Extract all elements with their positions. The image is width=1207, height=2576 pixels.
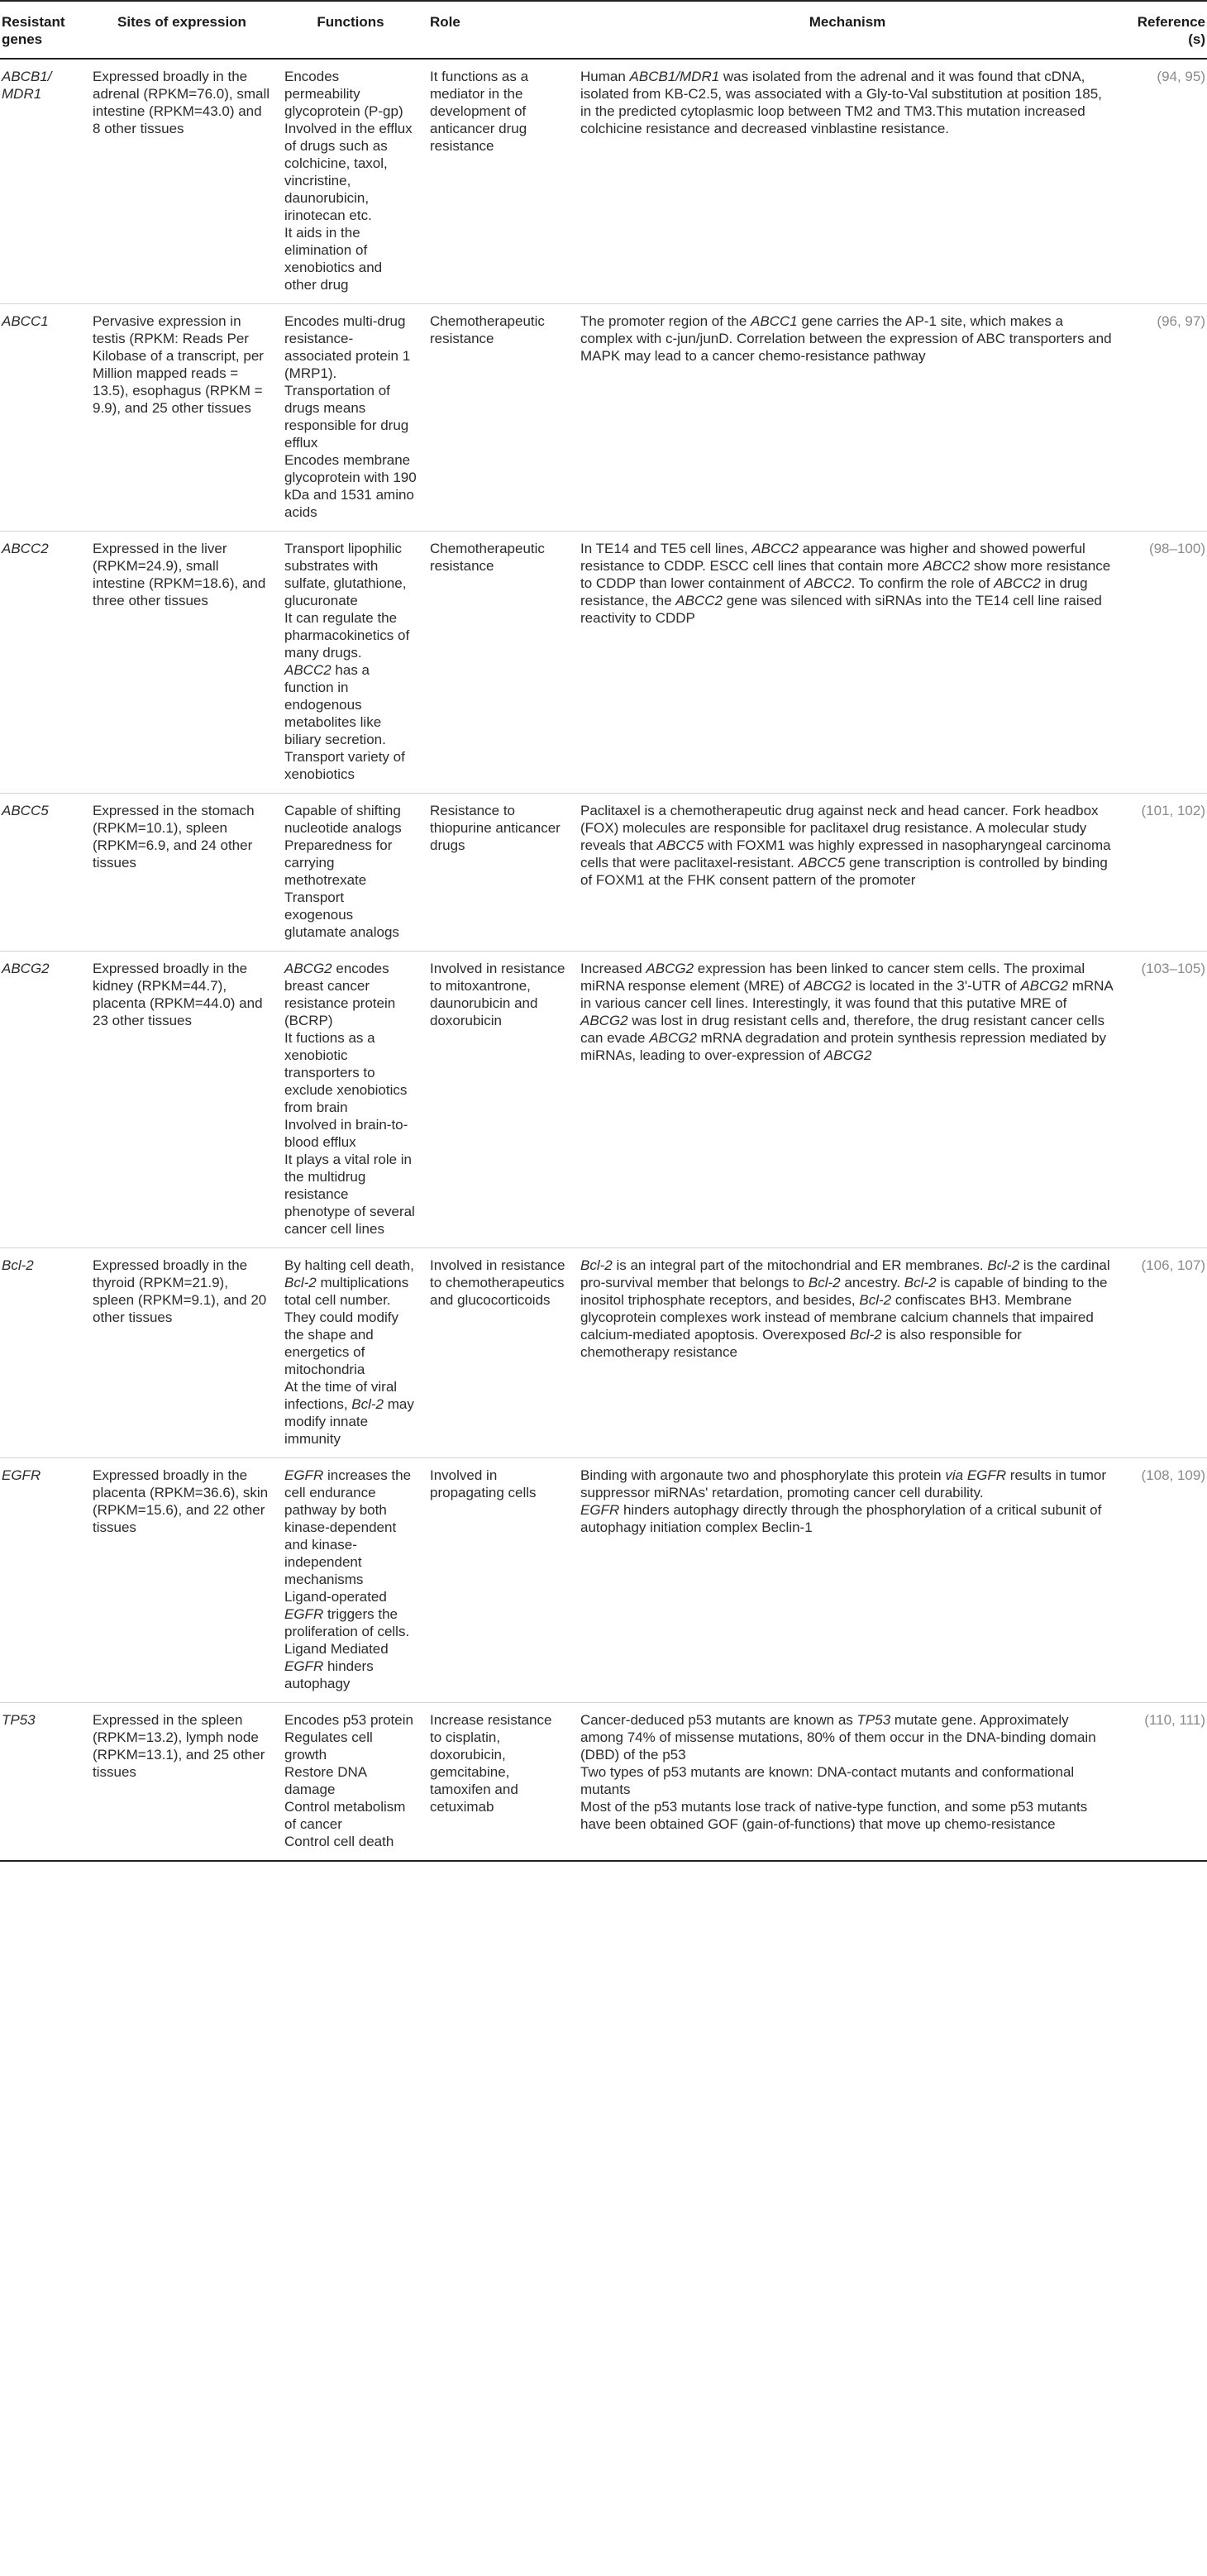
function-line: It can regulate the pharmacokinetics of many drugs. — [284, 610, 410, 661]
table-row — [0, 952, 1207, 1248]
sites-cell: Expressed broadly in the thyroid (RPKM=21.9), spleen (RPKM=9.1), and 20 other tissues — [86, 1248, 278, 1458]
gene-cell: ABCC5 — [0, 794, 86, 952]
mechanism-cell — [574, 304, 1121, 532]
header-mechanism: Mechanism — [574, 1, 1121, 59]
function-line: Transportation of drugs means responsible for drug efflux — [284, 383, 409, 451]
reference-cell: (96, 97) — [1121, 304, 1207, 532]
table-row — [0, 1458, 1207, 1703]
mechanism-line: Human ABCB1/MDR1 was isolated from the adrenal and it was found that cDNA, isolated from KB-C2.5, was associated with a Gly-to-Val substitution at position 185, in the predicted cytoplasmic loop between TM2 and TM3.This mutation increased colchicine resistance and decreased vinblastine resistance. — [580, 69, 1102, 136]
function-line: Encodes permeability glycoprotein (P-gp) — [284, 69, 403, 119]
function-line: Encodes membrane glycoprotein with 190 kDa and 1531 amino acids — [284, 452, 417, 520]
function-line: They could modify the shape and energetics of mitochondria — [284, 1309, 398, 1377]
reference-cell: (106, 107) — [1121, 1248, 1207, 1458]
role-cell: Involved in resistance to mitoxantrone, daunorubicin and doxorubicin — [423, 952, 574, 1248]
reference-cell: (103–105) — [1121, 952, 1207, 1248]
reference-cell: (94, 95) — [1121, 59, 1207, 304]
function-line: It fuctions as a xenobiotic transporters to exclude xenobiotics from brain — [284, 1030, 408, 1115]
function-line: At the time of viral infections, Bcl-2 may modify innate immunity — [284, 1379, 414, 1447]
role-cell: Chemotherapeutic resistance — [423, 532, 574, 794]
mechanism-cell — [574, 1703, 1121, 1862]
role-cell: Increase resistance to cisplatin, doxorubicin, gemcitabine, tamoxifen and cetuximab — [423, 1703, 574, 1862]
gene-cell: ABCC1 — [0, 304, 86, 532]
functions-cell — [278, 1248, 423, 1458]
function-line: It aids in the elimination of xenobiotics and other drug — [284, 225, 383, 293]
function-line: Involved in the efflux of drugs such as colchicine, taxol, vincristine, daunorubicin, irinotecan etc. — [284, 121, 413, 223]
function-line: Ligand-operated EGFR triggers the proliferation of cells. — [284, 1589, 410, 1639]
reference-cell: (110, 111) — [1121, 1703, 1207, 1862]
role-cell: It functions as a mediator in the development of anticancer drug resistance — [423, 59, 574, 304]
header-row — [0, 1, 1207, 59]
sites-cell: Expressed in the liver (RPKM=24.9), small intestine (RPKM=18.6), and three other tissues — [86, 532, 278, 794]
functions-cell — [278, 532, 423, 794]
role-cell: Involved in resistance to chemotherapeutics and glucocorticoids — [423, 1248, 574, 1458]
function-line: Ligand Mediated EGFR hinders autophagy — [284, 1641, 389, 1691]
sites-cell: Expressed in the stomach (RPKM=10.1), spleen (RPKM=6.9, and 24 other tissues — [86, 794, 278, 952]
reference-cell: (101, 102) — [1121, 794, 1207, 952]
role-cell: Chemotherapeutic resistance — [423, 304, 574, 532]
function-line: Control cell death — [284, 1834, 394, 1849]
table-row — [0, 304, 1207, 532]
function-line: Preparedness for carrying methotrexate — [284, 837, 393, 888]
mechanism-cell — [574, 1248, 1121, 1458]
mechanism-line: EGFR hinders autophagy directly through the phosphorylation of a critical subunit of autophagy initiation complex Beclin-1 — [580, 1502, 1102, 1535]
sites-cell: Expressed broadly in the adrenal (RPKM=76.0), small intestine (RPKM=43.0) and 8 other tissues — [86, 59, 278, 304]
reference-cell: (108, 109) — [1121, 1458, 1207, 1703]
sites-cell: Pervasive expression in testis (RPKM: Reads Per Kilobase of a transcript, per Million mapped reads = 13.5), esophagus (RPKM = 9.9), and 25 other tissues — [86, 304, 278, 532]
reference-cell: (98–100) — [1121, 532, 1207, 794]
header-role: Role — [423, 1, 574, 59]
functions-cell — [278, 1458, 423, 1703]
function-line: ABCG2 encodes breast cancer resistance protein (BCRP) — [284, 961, 396, 1028]
mechanism-line: Increased ABCG2 expression has been linked to cancer stem cells. The proximal miRNA response element (MRE) of ABCG2 is located in the 3'-UTR of ABCG2 mRNA in various cancer cell lines. Interestingly, it was found that this putative MRE of ABCG2 was lost in drug resistant cells and, therefore, the drug resistant cancer cells can evade ABCG2 mRNA degradation and protein synthesis repression mediated by miRNAs, leading to over-expression of ABCG2 — [580, 961, 1113, 1063]
mechanism-line: Paclitaxel is a chemotherapeutic drug against neck and head cancer. Fork headbox (FOX) molecules are responsible for paclitaxel drug resistance. A molecular study reveals that ABCC5 with FOXM1 was highly expressed in nasopharyngeal carcinoma cells that were paclitaxel-resistant. ABCC5 gene transcription is controlled by binding of FOXM1 at the FHK consent pattern of the promoter — [580, 803, 1111, 888]
functions-cell — [278, 1703, 423, 1862]
mechanism-line: Binding with argonaute two and phosphorylate this protein via EGFR results in tumor suppressor miRNAs' retardation, promoting cancer cell durability. — [580, 1467, 1106, 1500]
table-row — [0, 794, 1207, 952]
sites-cell: Expressed in the spleen (RPKM=13.2), lymph node (RPKM=13.1), and 25 other tissues — [86, 1703, 278, 1862]
header-sites: Sites of expression — [86, 1, 278, 59]
header-functions: Functions — [278, 1, 423, 59]
function-line: ABCC2 has a function in endogenous metabolites like biliary secretion. — [284, 662, 386, 747]
mechanism-cell — [574, 952, 1121, 1248]
table-header — [0, 1, 1207, 59]
gene-cell: Bcl-2 — [0, 1248, 86, 1458]
gene-cell: ABCC2 — [0, 532, 86, 794]
functions-cell — [278, 794, 423, 952]
function-line: Transport exogenous glutamate analogs — [284, 890, 399, 940]
function-line: Involved in brain-to-blood efflux — [284, 1117, 408, 1150]
table-body — [0, 59, 1207, 1861]
function-line: It plays a vital role in the multidrug resistance phenotype of several cancer cell lines — [284, 1152, 415, 1237]
mechanism-line: Two types of p53 mutants are known: DNA-contact mutants and conformational mutants — [580, 1764, 1075, 1797]
function-line: Transport variety of xenobiotics — [284, 749, 405, 782]
header-reference: Reference (s) — [1121, 1, 1207, 59]
functions-cell — [278, 59, 423, 304]
sites-cell: Expressed broadly in the kidney (RPKM=44.7), placenta (RPKM=44.0) and 23 other tissues — [86, 952, 278, 1248]
function-line: Restore DNA damage — [284, 1764, 367, 1797]
table-row — [0, 1248, 1207, 1458]
mechanism-cell — [574, 794, 1121, 952]
gene-cell: TP53 — [0, 1703, 86, 1862]
gene-cell: ABCB1/ MDR1 — [0, 59, 86, 304]
function-line: Transport lipophilic substrates with sulfate, glutathione, glucuronate — [284, 541, 407, 608]
mechanism-line: Most of the p53 mutants lose track of native-type function, and some p53 mutants have been obtained GOF (gain-of-functions) that move up chemo-resistance — [580, 1799, 1088, 1832]
functions-cell — [278, 952, 423, 1248]
function-line: Encodes multi-drug resistance-associated protein 1 (MRP1). — [284, 313, 411, 381]
mechanism-cell — [574, 532, 1121, 794]
table-row — [0, 1703, 1207, 1862]
gene-cell: ABCG2 — [0, 952, 86, 1248]
function-line: Encodes p53 protein — [284, 1712, 413, 1728]
mechanism-cell — [574, 1458, 1121, 1703]
mechanism-cell — [574, 59, 1121, 304]
mechanism-line: Cancer-deduced p53 mutants are known as TP53 mutate gene. Approximately among 74% of missense mutations, 80% of them occur in the DNA-binding domain (DBD) of the p53 — [580, 1712, 1096, 1763]
sites-cell: Expressed broadly in the placenta (RPKM=36.6), skin (RPKM=15.6), and 22 other tissues — [86, 1458, 278, 1703]
gene-cell: EGFR — [0, 1458, 86, 1703]
mechanism-line: In TE14 and TE5 cell lines, ABCC2 appearance was higher and showed powerful resistance to CDDP. ESCC cell lines that contain more ABCC2 show more resistance to CDDP than lower containment of ABCC2. To confirm the role of ABCC2 in drug resistance, the ABCC2 gene was silenced with siRNAs into the TE14 cell line raised reactivity to CDDP — [580, 541, 1111, 626]
function-line: Control metabolism of cancer — [284, 1799, 406, 1832]
functions-cell — [278, 304, 423, 532]
role-cell: Resistance to thiopurine anticancer drugs — [423, 794, 574, 952]
function-line: Capable of shifting nucleotide analogs — [284, 803, 402, 836]
function-line: EGFR increases the cell endurance pathway by both kinase-dependent and kinase-independent mechanisms — [284, 1467, 412, 1587]
mechanism-line: The promoter region of the ABCC1 gene carries the AP-1 site, which makes a complex with c-jun/junD. Correlation between the expression of ABC transporters and MAPK may lead to a cancer chemo-resistance pathway — [580, 313, 1112, 364]
mechanism-line: Bcl-2 is an integral part of the mitochondrial and ER membranes. Bcl-2 is the cardinal pro-survival member that belongs to Bcl-2 ancestry. Bcl-2 is capable of binding to the inositol triphosphate receptors, and besides, Bcl-2 confiscates BH3. Membrane glycoprotein complexes work instead of membrane calcium channels that impaired calcium-mediated apoptosis. Overexposed Bcl-2 is also responsible for chemotherapy resistance — [580, 1257, 1110, 1360]
table-row — [0, 59, 1207, 304]
header-resistant-genes: Resistant genes — [0, 1, 86, 59]
function-line: Regulates cell growth — [284, 1729, 373, 1763]
role-cell: Involved in propagating cells — [423, 1458, 574, 1703]
table-row — [0, 532, 1207, 794]
function-line: By halting cell death, Bcl-2 multiplications total cell number. — [284, 1257, 414, 1308]
